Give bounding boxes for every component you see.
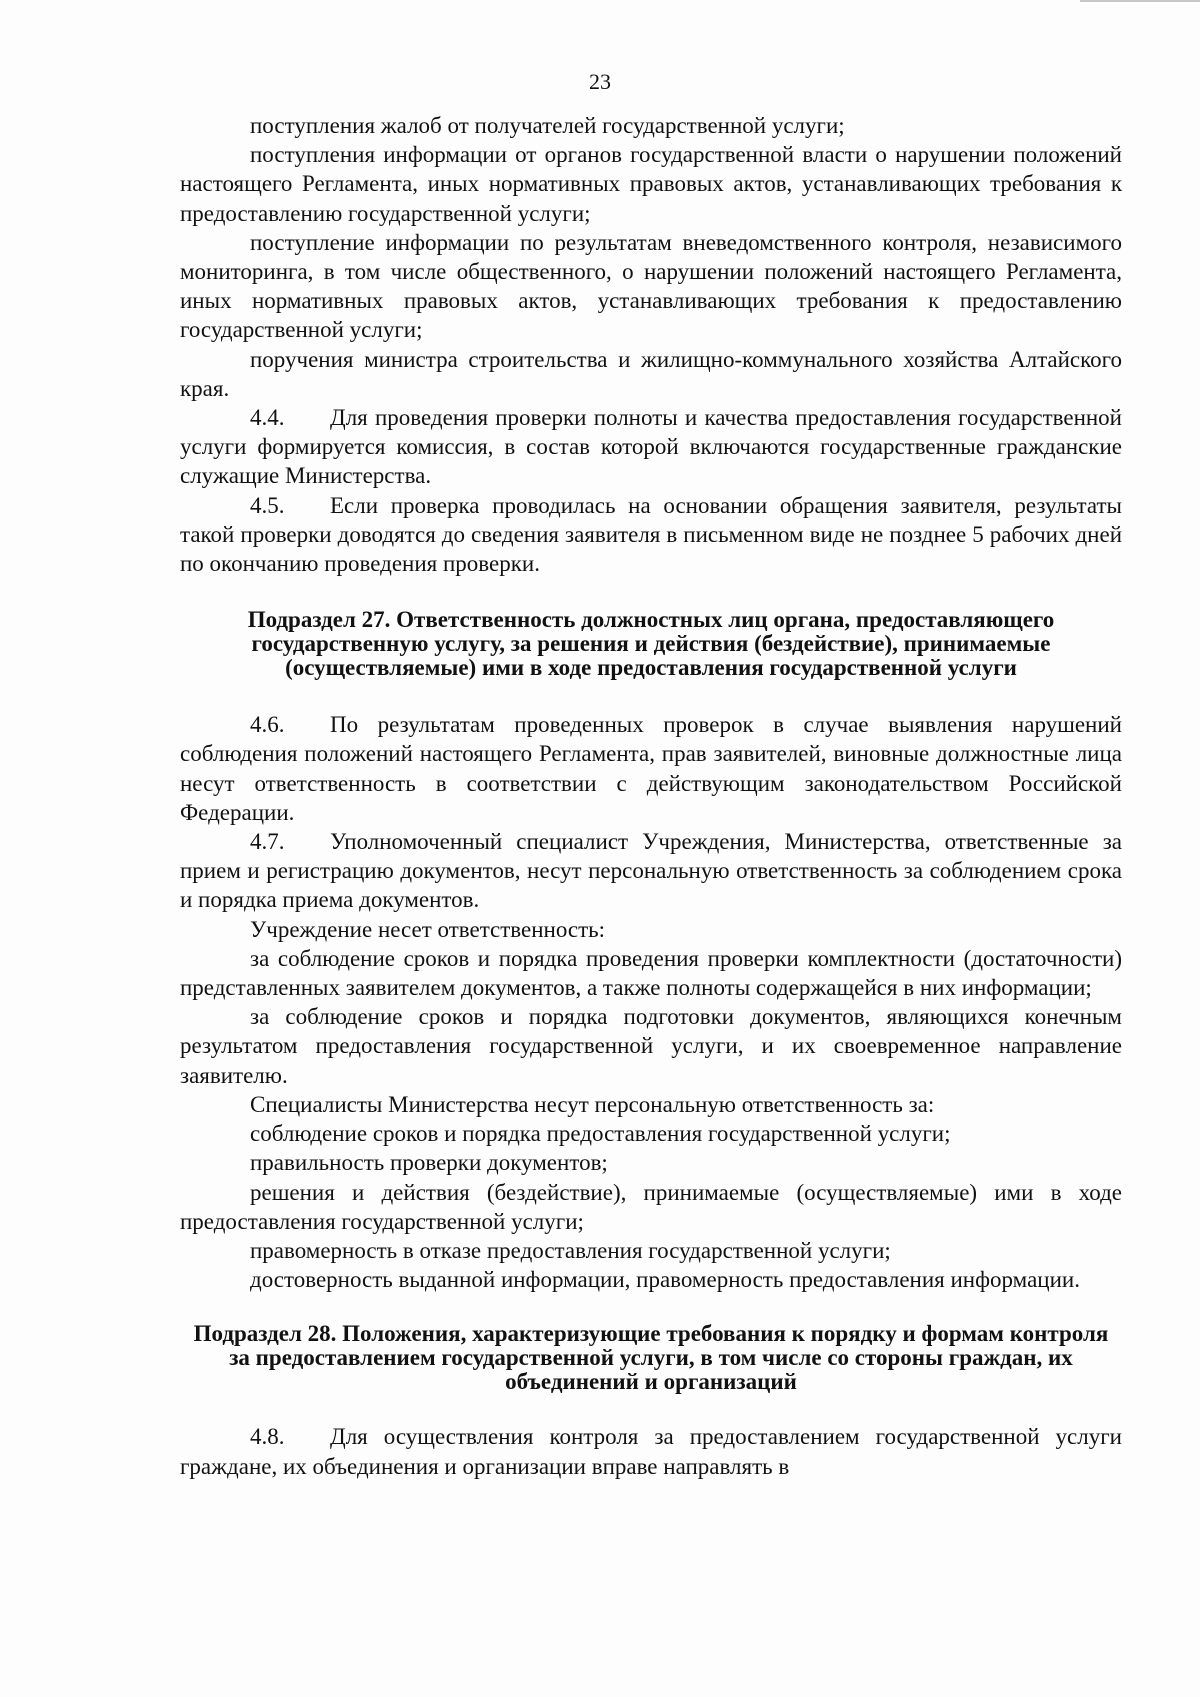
clause-number: 4.8.: [250, 1424, 285, 1450]
clause-4-5: [180, 491, 1122, 579]
clause-4-6: [180, 710, 1122, 827]
paragraph: за соблюдение сроков и порядка подготовки документов, являющихся конечным результатом предоставления государственной услуги, и их своевременное направление заявителю.: [180, 1004, 1122, 1088]
clause-text: Для осуществления контроля за предоставлением государственной услуги граждане, их объединения и организации вправе направлять в: [180, 1424, 1122, 1479]
clause-4-8: [180, 1422, 1122, 1480]
clause-4-7: [180, 827, 1122, 915]
paragraph: Учреждение несет ответственность:: [250, 916, 606, 942]
clause-number: 4.7.: [250, 829, 285, 855]
clause-text: Для проведения проверки полноты и качества предоставления государственной услуги формируется комиссия, в состав которой включаются государственные гражданские служащие Министерства.: [180, 405, 1122, 489]
clause-text: Уполномоченный специалист Учреждения, Министерства, ответственные за прием и регистрацию документов, несут персональную ответственность за соблюдением срока и порядка приема документов.: [180, 829, 1122, 913]
paragraph: решения и действия (бездействие), принимаемые (осуществляемые) ими в ходе предоставления государственной услуги;: [180, 1179, 1122, 1234]
subsection-28-heading: Подраздел 28. Положения, характеризующие требования к порядку и формам контроля за предоставлением государственной услуги, в том числе со стороны граждан, их объединений и организаций: [193, 1321, 1109, 1395]
subsection-27-heading: Подраздел 27. Ответственность должностных лиц органа, предоставляющего государственную услугу, за решения и действия (бездействие), принимаемые (осуществляемые) ими в ходе предоставления государственной услуги: [247, 607, 1055, 681]
paragraph: поступление информации по результатам вневедомственного контроля, независимого мониторинга, в том числе общественного, о нарушении положений настоящего Регламента, иных нормативных правовых актов, устанавливающих требования к предоставлению государственной услуги;: [180, 229, 1122, 343]
paragraph: поручения министра строительства и жилищно-коммунального хозяйства Алтайского края.: [180, 346, 1122, 401]
paragraph: достоверность выданной информации, правомерность предоставления информации.: [250, 1267, 1080, 1293]
clause-text: Если проверка проводилась на основании обращения заявителя, результаты такой проверки доводятся до сведения заявителя в письменном виде не позднее 5 рабочих дней по окончанию проведения проверки.: [180, 492, 1122, 577]
paragraph: соблюдение сроков и порядка предоставления государственной услуги;: [250, 1121, 951, 1147]
paragraph: поступления информации от органов государственной власти о нарушении положений настоящего Регламента, иных нормативных правовых актов, устанавливающих требования к предоставлению государственной услуги;: [180, 142, 1122, 226]
clause-number: 4.5.: [250, 492, 285, 518]
paragraph: правильность проверки документов;: [250, 1150, 608, 1176]
clause-number: 4.6.: [250, 712, 285, 738]
page-number: 23: [589, 69, 611, 94]
paragraph: поступления жалоб от получателей государственной услуги;: [250, 113, 845, 138]
clause-number: 4.4.: [250, 405, 285, 431]
scan-edge-line: [1080, 0, 1200, 2]
paragraph: за соблюдение сроков и порядка проведения проверки комплектности (достаточности) представленных заявителем документов, а также полноты содержащейся в них информации;: [180, 945, 1122, 1001]
paragraph: правомерность в отказе предоставления государственной услуги;: [250, 1237, 891, 1263]
page-content: [180, 111, 1122, 1481]
clause-4-4: [180, 403, 1122, 491]
paragraph: Специалисты Министерства несут персональную ответственность за:: [250, 1091, 935, 1117]
clause-text: По результатам проведенных проверок в случае выявления нарушений соблюдения положений настоящего Регламента, прав заявителей, виновные должностные лица несут ответственность в соответствии с действующим законодательством Российской Федерации.: [180, 712, 1122, 825]
